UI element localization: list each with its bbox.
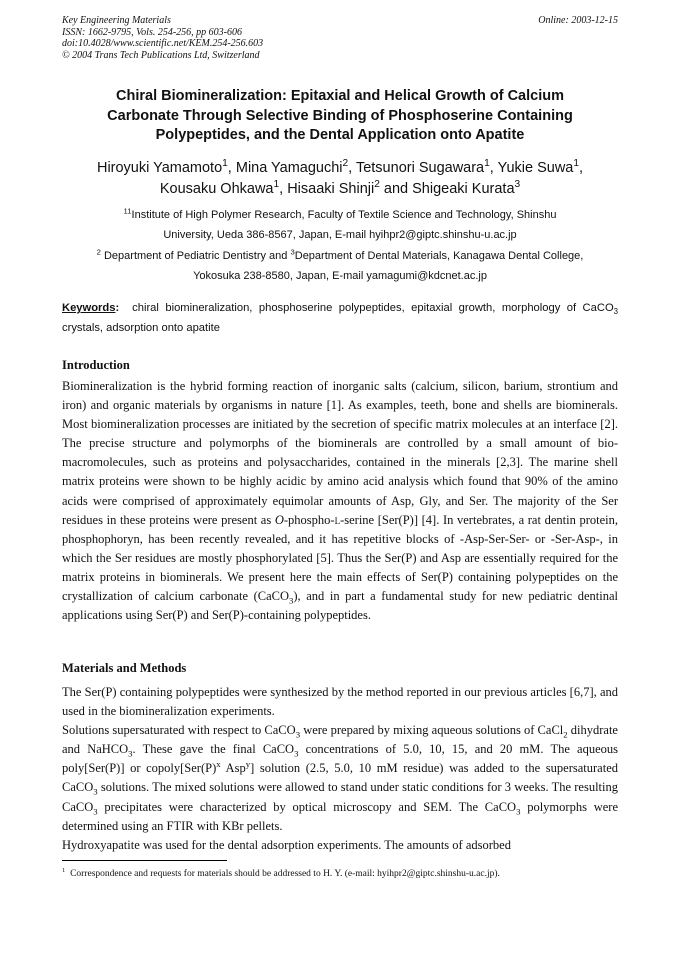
methods-paragraph-3: Hydroxyapatite was used for the dental adsorption experiments. The amounts of adsorbed (62, 837, 511, 852)
issn-line: ISSN: 1662-9795, Vols. 254-256, pp 603-606 (62, 26, 242, 38)
author-conjunction: and (383, 181, 409, 197)
subscript: 3 (128, 748, 133, 759)
affiliation-1-line-2: University, Ueda 386-8567, Japan, E-mail hyihpr2@giptc.shinshu-u.ac.jp (163, 229, 517, 241)
author-name: Mina Yamaguchi (235, 160, 343, 176)
methods-text: dihydrate and NaHCO (62, 723, 618, 757)
intro-smallcaps-l: l (334, 512, 341, 527)
keywords-colon: : (115, 302, 120, 314)
methods-text: ] solution (2.5, 5.0, 10 mM residue) was added to the supersaturated CaCO (62, 761, 618, 795)
affiliation-3-part: Department of Dental Materials, Kanagawa Dental College, (294, 250, 584, 262)
footnote-mark: 1 (62, 866, 66, 874)
subscript: 3 (613, 307, 619, 317)
title-line-2: Carbonate Through Selective Binding of Phosphoserine Containing (107, 107, 573, 124)
superscript: y (245, 759, 251, 770)
footnote-divider (62, 860, 227, 861)
affiliation-2 (62, 246, 618, 286)
author-name: Shigeaki Kurata (412, 181, 515, 197)
author-list: Hiroyuki Yamamoto$^1$, Mina Yamaguchi$^2$, Tetsunori Sugawara$^1$, Yukie Suwa$^1$, Kousaku Ohkawa$^1$, Hisaaki Shinji$^2$ and Shigeaki Kurata$^3$ (96, 158, 584, 197)
methods-text: . These gave the final CaCO (132, 742, 295, 757)
copyright-line: © 2004 Trans Tech Publications Ltd, Switzerland (62, 49, 260, 61)
methods-text: concentrations of 5.0, 10, 15, and 20 mM. The aqueous poly[Ser(P)] or copoly[Ser(P) (62, 742, 618, 776)
paper-title (62, 87, 618, 146)
affiliation-mark: 3 (514, 179, 521, 191)
affiliation-mark: 1 (484, 158, 490, 170)
affiliation-mark: 1 (222, 158, 228, 170)
author-name: Hiroyuki Yamamoto (96, 160, 223, 176)
intro-text-3: ), and in part a fundamental study for new pediatric dentinal applications using Ser(P) and Ser(P)-containing polypeptides. (62, 589, 618, 623)
author-name: Kousaku Ohkawa (159, 181, 274, 197)
subscript: 2 (563, 729, 568, 740)
methods-text: solutions. The mixed solutions were allowed to stand under static conditions for 3 weeks. The resulting CaCO (62, 780, 618, 814)
introduction-paragraph (62, 377, 618, 625)
keywords-text: chiral biomineralization, phosphoserine polypeptides, epitaxial growth, morphology of CaCO (132, 302, 614, 314)
affiliation-mark: 11 (123, 206, 132, 216)
affiliation-mark: 1 (273, 179, 280, 191)
online-date: Online: 2003-12-15 (538, 15, 618, 26)
affiliation-mark: 1 (573, 158, 579, 170)
methods-text: polymorphs were determined using an FTIR with KBr pellets. (62, 799, 618, 833)
affiliation-1 (62, 205, 618, 245)
methods-paragraph-2 (62, 721, 618, 836)
journal-header (62, 15, 618, 61)
subscript: 3 (294, 748, 299, 759)
subscript: 3 (93, 786, 98, 797)
affiliation-mark: 2 (374, 179, 380, 191)
subscript: 3 (295, 729, 301, 740)
affiliation-1-line-1: Institute of High Polymer Research, Faculty of Textile Science and Technology, Shinshu (131, 209, 557, 221)
intro-text-2: -serine [Ser(P)] [4]. In vertebrates, a rat dentin protein, phosphophoryn, has been recently revealed, and it has repetitive blocks of -Asp-Ser-Ser- or -Ser-Asp-, in which the Ser residues are mostly phosphorylated [5]. Thus the Ser(P) and Asp are essentially required for the matrix proteins in biominerals. We present here the main effects of Ser(P) containing polypeptides on the crystallization of calcium carbonate (CaCO (62, 512, 618, 604)
title-line-3: Polypeptides, and the Dental Application onto Apatite (155, 127, 525, 143)
affiliation-2-line-2: Yokosuka 238-8580, Japan, E-mail yamagumi@kdcnet.ac.jp (193, 270, 487, 282)
subscript: 3 (93, 806, 98, 817)
footnote-text: Correspondence and requests for materials should be addressed to H. Y. (e-mail: hyihpr2@giptc.shinshu-u.ac.jp). (70, 869, 500, 879)
subscript: 3 (516, 806, 521, 817)
intro-text-1: Biomineralization is the hybrid forming reaction of inorganic salts (calcium, silicon, barium, strontium and iron) and organic materials by organisms in nature [1]. As examples, teeth, bone and shells are biominerals. Most biomineralization processes are initiated by the secretion of specific matrix molecules at an interface [2]. The precise structure and polymorphs of the biominerals are controlled by a small amount of bio-macromolecules, such as proteins and polysaccharides, contained in the minerals [2,3]. The marine shell matrix proteins were shown to be highly acidic by amino acid analysis which found that 90% of the amino acids were comprised of approximately equimolar amounts of Asp, Gly, and Ser. The majority of the Ser residues in these proteins were present as (62, 379, 618, 527)
methods-text: were prepared by mixing aqueous solutions of CaCl (300, 723, 564, 738)
methods-paragraph-1: The Ser(P) containing polypeptides were synthesized by the method reported in our previous articles [6,7], and used in the biomineralization experiments. (62, 685, 618, 719)
keywords-text-end: crystals, adsorption onto apatite (62, 322, 220, 334)
affiliation-mark: 3 (290, 247, 295, 257)
subscript: 3 (289, 595, 294, 606)
keywords-label: Keywords (62, 302, 116, 314)
keywords (62, 298, 618, 338)
affiliation-2-part-1: Department of Pediatric Dentistry and (103, 250, 288, 262)
author-name: Yukie Suwa (497, 160, 574, 176)
intro-text-phospho: -phospho- (283, 512, 335, 527)
author-name: Tetsunori Sugawara (355, 160, 485, 176)
introduction-heading: Introduction (62, 358, 130, 372)
methods-text: Asp (220, 761, 246, 776)
methods-heading: Materials and Methods (62, 661, 187, 675)
doi-line: doi:10.4028/www.scientific.net/KEM.254-256.603 (62, 38, 264, 49)
affiliation-mark: 2 (342, 158, 349, 170)
footnote (62, 868, 618, 880)
methods-text: Solutions supersaturated with respect to CaCO (62, 723, 296, 738)
intro-italic-o: O (274, 512, 284, 527)
author-name: Hisaaki Shinji (287, 181, 375, 197)
journal-name: Key Engineering Materials (62, 15, 171, 26)
affiliation-mark: 2 (96, 247, 101, 257)
methods-body (62, 683, 618, 855)
title-line-1: Chiral Biomineralization: Epitaxial and Helical Growth of Calcium (116, 88, 564, 104)
methods-text: precipitates were characterized by optical microscopy and SEM. The CaCO (97, 799, 517, 814)
introduction-body (62, 377, 618, 625)
superscript: x (216, 759, 221, 770)
